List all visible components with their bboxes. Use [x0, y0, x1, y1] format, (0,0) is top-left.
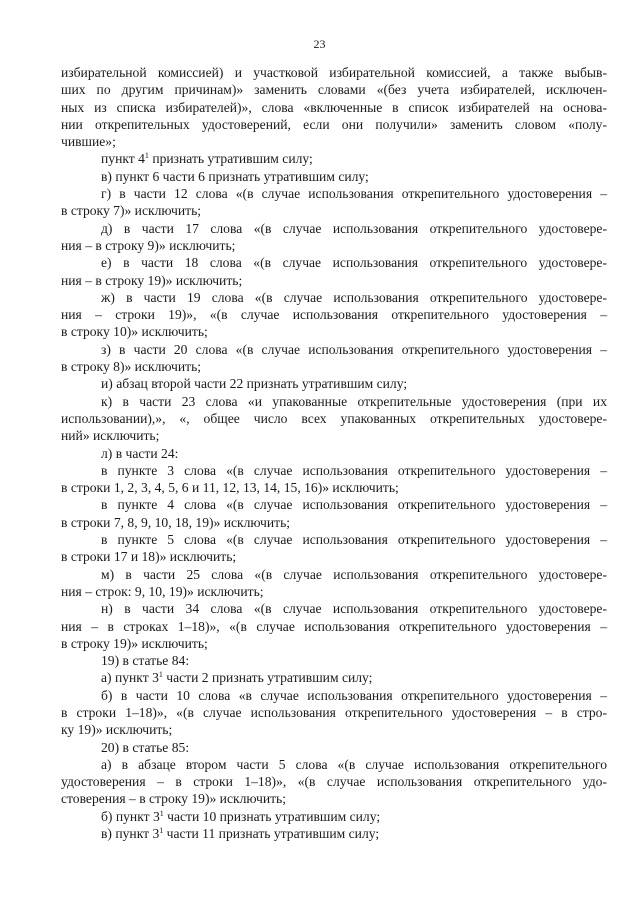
text-line: [61, 341, 607, 358]
text-line-content: пункт 4: [101, 151, 145, 167]
text-line-content: в строку 19)» исключить;: [61, 635, 208, 651]
text-line-content: г) в части 12 слова «(в случае использования открепительного удостоверения –: [101, 186, 607, 202]
text-line: [61, 323, 607, 340]
text-line-content: л) в части 24:: [101, 445, 179, 461]
superscript: 1: [159, 808, 164, 818]
text-line: [61, 272, 607, 289]
text-line: [61, 773, 607, 790]
text-line-content: ний» исключить;: [61, 428, 160, 444]
text-line-content: в строки 17 и 18)» исключить;: [61, 549, 237, 565]
text-line: [61, 618, 607, 635]
text-line: [61, 202, 607, 219]
text-line: [61, 220, 607, 237]
text-line: [61, 600, 607, 617]
text-line-content: в) пункт 3: [101, 826, 160, 842]
text-line-content: нии открепительных удостоверений, если они получили» заменить словом «полу-: [61, 116, 607, 132]
text-line: [61, 583, 607, 600]
text-line: [61, 358, 607, 375]
text-line-content: е) в части 18 слова «(в случае использования открепительного удостовере-: [101, 255, 607, 271]
text-line: [61, 81, 607, 98]
text-line-content: в пункте 4 слова «(в случае использования открепительного удостоверения –: [101, 497, 607, 513]
text-line: [61, 687, 607, 704]
text-line: [61, 254, 607, 271]
text-line-content: использовании),», «, общее число всех упакованных открепительных удостовере-: [61, 410, 607, 426]
text-line-content: а) в абзаце втором части 5 слова «(в случае использования открепительного: [101, 756, 607, 772]
text-line: [61, 427, 607, 444]
text-line: [61, 237, 607, 254]
text-line: [61, 479, 607, 496]
text-line: [61, 116, 607, 133]
text-line: [61, 185, 607, 202]
text-line: [61, 825, 607, 842]
text-line-content: удостоверения – в строки 1–18)», «(в случае использования открепительного удо-: [61, 774, 607, 790]
text-line: [61, 393, 607, 410]
text-line-content: к) в части 23 слова «и упакованные открепительные удостоверения (при их: [101, 393, 607, 409]
text-line-rest: части 10 признать утратившим силу;: [163, 808, 381, 824]
text-line-content: избирательной комиссией) и участковой избирательной комиссией, а также выбыв-: [61, 65, 607, 80]
text-line-content: в) пункт 6 части 6 признать утратившим силу;: [101, 168, 369, 184]
text-line-content: ж) в части 19 слова «(в случае использования открепительного удостовере-: [101, 289, 607, 305]
text-line: [61, 635, 607, 652]
text-line: [61, 289, 607, 306]
text-line-content: и) абзац второй части 22 признать утратившим силу;: [101, 376, 408, 392]
text-line: [61, 548, 607, 565]
text-line-content: в строки 1, 2, 3, 4, 5, 6 и 11, 12, 13, 14, 15, 16)» исключить;: [61, 480, 399, 496]
text-line-content: ния – строк: 9, 10, 19)» исключить;: [61, 583, 264, 599]
text-line-content: в пункте 5 слова «(в случае использования открепительного удостоверения –: [101, 532, 607, 548]
text-line: [61, 531, 607, 548]
text-line: [61, 566, 607, 583]
text-line-content: ния – в строку 9)» исключить;: [61, 237, 236, 253]
text-line-rest: признать утратившим силу;: [148, 151, 313, 167]
superscript: 1: [159, 826, 164, 836]
text-line-content: ния – в строку 19)» исключить;: [61, 272, 243, 288]
text-line: [61, 445, 607, 462]
text-line-content: б) в части 10 слова «в случае использования открепительного удостоверения –: [101, 687, 607, 703]
text-line-rest: части 2 признать утратившим силу;: [162, 670, 373, 686]
text-line-content: н) в части 34 слова «(в случае использования открепительного удостовере-: [101, 601, 607, 617]
text-line-content: в строку 10)» исключить;: [61, 324, 208, 340]
superscript: 1: [144, 151, 149, 161]
text-line-content: в строку 8)» исключить;: [61, 359, 202, 375]
text-line-content: м) в части 25 слова «(в случае использования открепительного удостовере-: [101, 566, 607, 582]
text-line: [61, 168, 607, 185]
text-line: [61, 133, 607, 150]
text-line-content: ния – в строках 1–18)», «(в случае использования открепительного удостоверения –: [61, 618, 607, 634]
text-line: [61, 99, 607, 116]
text-line-content: 20) в статье 85:: [101, 739, 190, 755]
text-line: [61, 375, 607, 392]
text-line-content: в строки 1–18)», «(в случае использования открепительного удостоверения – в стро-: [61, 704, 607, 720]
text-line: [61, 410, 607, 427]
text-line: [61, 739, 607, 756]
text-line-content: з) в части 20 слова «(в случае использования открепительного удостоверения –: [101, 341, 607, 357]
text-line: [61, 721, 607, 738]
text-line: [61, 808, 607, 825]
text-line: [61, 652, 607, 669]
document-body: [61, 64, 607, 842]
text-line-content: в строку 7)» исключить;: [61, 203, 202, 219]
text-line: [61, 704, 607, 721]
text-line-content: 19) в статье 84:: [101, 653, 190, 669]
text-line-content: ших по другим причинам)» заменить словами «(без учета избирателей, исключен-: [61, 82, 607, 98]
text-line: [61, 496, 607, 513]
text-line-content: чившие»;: [61, 134, 116, 150]
text-line-content: а) пункт 3: [101, 670, 159, 686]
text-line: [61, 669, 607, 686]
text-line: [61, 756, 607, 773]
superscript: 1: [158, 670, 163, 680]
text-line-content: д) в части 17 слова «(в случае использования открепительного удостовере-: [101, 220, 607, 236]
text-line: [61, 306, 607, 323]
text-line-content: в пункте 3 слова «(в случае использования открепительного удостоверения –: [101, 462, 607, 478]
text-line-content: ных из списка избирателей)», слова «включенные в список избирателей на основа-: [61, 99, 607, 115]
text-line-content: стоверения – в строку 19)» исключить;: [61, 791, 287, 807]
text-line-content: ния – строки 19)», «(в случае использования открепительного удостоверения –: [61, 307, 607, 323]
text-line-rest: части 11 признать утратившим силу;: [163, 826, 380, 842]
text-line: [61, 462, 607, 479]
text-line-content: ку 19)» исключить;: [61, 722, 173, 738]
text-line: [61, 514, 607, 531]
text-line: [61, 790, 607, 807]
text-line: [61, 150, 607, 167]
page-number: 23: [313, 37, 326, 51]
text-line-content: б) пункт 3: [101, 808, 160, 824]
text-line-content: в строки 7, 8, 9, 10, 18, 19)» исключить;: [61, 514, 291, 530]
text-line: [61, 64, 607, 81]
